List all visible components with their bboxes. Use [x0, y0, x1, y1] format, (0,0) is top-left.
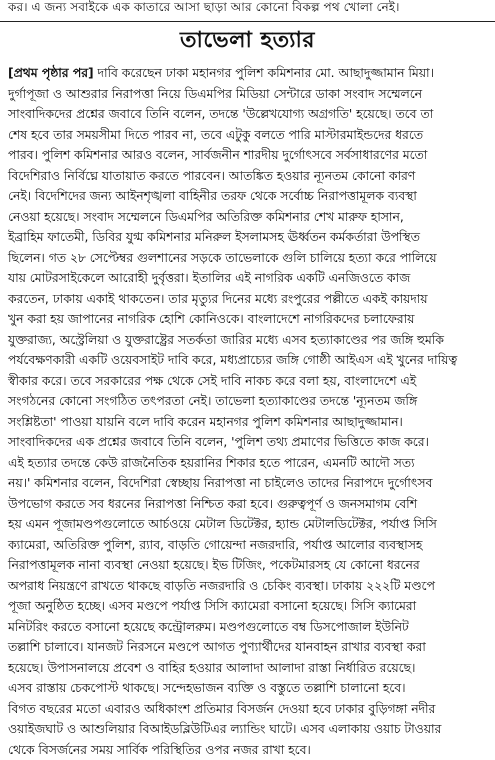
- body-line-text: হয়েছে। উপাসনালয়ে প্রবেশ ও বাহির হওয়ার আলাদা আলাদা রাস্তা নির্ধারিত রয়েছে।: [8, 661, 415, 675]
- body-line: [8, 576, 488, 597]
- body-line: [8, 699, 488, 720]
- body-line: [8, 207, 488, 228]
- continued-from-label: [প্রথম পৃষ্ঠার পর]: [8, 66, 94, 80]
- body-line-text: হয় এমন পূজামণ্ডপগুলোতে আর্চওয়ে মেটাল ডিটেক্টর, হ্যান্ড মেটালডিটেক্টর, পর্যাপ্ত সিসি: [8, 517, 437, 531]
- body-line-text: তল্লাশি চালাবে। যানজট নিরসনে মণ্ডপে আগত পুণ্যার্থীদের যানবাহন রাখার ব্যবস্থা করা: [8, 640, 426, 654]
- body-line: [8, 84, 488, 105]
- body-line-text: যায় মোটরসাইকেলে আরোহী দুর্বৃত্তরা। ইতালির এই নাগরিক একটি এনজিওতে কাজ: [8, 271, 410, 285]
- body-line-text: অপরাধ নিয়ন্ত্রণে রাখতে থাকছে বাড়তি নজরদারি ও চেকিং ব্যবস্থা। ঢাকায় ২২২টি মণ্ডপে: [8, 579, 435, 593]
- body-line-text: নিরাপত্তামূলক নানা ব্যবস্থা নেওয়া হয়েছে। ইভ টিজিং, পকেটমারসহ যে কোনো ধরনের: [8, 558, 420, 572]
- body-line-text: থেকে বিসর্জনের সময় সার্বিক পরিস্থিতির ওপর নজর রাখা হবে।: [8, 743, 311, 757]
- body-line-text: ইব্রাহিম ফাতেমী, ডিবির যুগ্ম কমিশনার মনিরুল ইসলামসহ ঊর্ধ্বতন কর্মকর্তারা উপস্থিত: [8, 230, 420, 244]
- body-line: [8, 186, 488, 207]
- body-line: [8, 104, 488, 125]
- body-line: [8, 309, 488, 330]
- body-line-text: উপভোগ করতে সব ধরনের নিরাপত্তা নিশ্চিত করা হবে। গুরুত্বপূর্ণ ও জনসমাগম বেশি: [8, 497, 417, 511]
- body-line-text: সাংবাদিকদের প্রশ্নের জবাবে তিনি বলেন, তদন্তে 'উল্লেখযোগ্য অগ্রগতি' হয়েছে। তবে তা: [8, 107, 433, 121]
- body-line: [8, 371, 488, 392]
- body-line: [8, 637, 488, 658]
- body-line-text: এসব রাস্তায় চেকপোস্ট থাকছে। সন্দেহভাজন ব্যক্তি ও বস্তুতে তল্লাশি চালানো হবে।: [8, 681, 406, 695]
- article-headline: তাভেলা হত্যার: [0, 23, 495, 59]
- body-line: [8, 453, 488, 474]
- body-line: [8, 596, 488, 617]
- body-line-text: পারব। পুলিশ কমিশনার আরও বলেন, সার্বজনীন শারদীয় দুর্গোৎসবে সর্বসাধারণের মতো: [8, 148, 427, 162]
- body-line: [8, 350, 488, 371]
- body-line-text: ছিলেন। গত ২৮ সেপ্টেম্বর গুলশানের সড়কে তাভেলাকে গুলি চালিয়ে হত্যা করে পালিয়ে: [8, 251, 436, 265]
- body-line: [8, 658, 488, 679]
- body-line: [8, 330, 488, 351]
- article-body: [8, 63, 488, 633]
- body-line-text: ক্যামেরা, অতিরিক্ত পুলিশ, র‌্যাব, বাড়তি গোয়েন্দা নজরদারি, পর্যাপ্ত আলোর ব্যবস্থাসহ: [8, 538, 422, 552]
- body-line-text: নয়।' কমিশনার বলেন, বিদেশিরা স্বেচ্ছায় নিরাপত্তা না চাইলেও তাদের নিরাপদে দুর্গোৎসব: [8, 476, 432, 490]
- body-line: [8, 248, 488, 269]
- body-line-text: সংশ্লিষ্টতা' পাওয়া যায়নি বলে দাবি করেন মহানগর পুলিশ কমিশনার আছাদুজ্জামান।: [8, 415, 403, 429]
- body-line: [8, 494, 488, 515]
- body-line-text: নেওয়া হয়েছে। সংবাদ সম্মেলনে ডিএমপির অতিরিক্ত কমিশনার শেখ মারুফ হাসান,: [8, 210, 404, 224]
- body-line: [8, 740, 488, 760]
- body-line-text: পর্যবেক্ষণকারী একটি ওয়েবসাইট দাবি করে, মধ্যপ্রাচ্যের জঙ্গি গোষ্ঠী আইএস এই খুনের দায়িত্ব: [8, 353, 457, 367]
- body-line: [8, 412, 488, 433]
- body-line-text: খুন করা হয় জাপানের নাগরিক হোশি কোনিওকে। বাংলাদেশে নাগরিকদের চলাফেরায়: [8, 312, 414, 326]
- body-line: [8, 166, 488, 187]
- body-line-text: বিদেশিরাও নির্বিঘ্নে যাতায়াত করতে পারবেন। আতঙ্কিত হওয়ার ন্যূনতম কোনো কারণ: [8, 169, 415, 183]
- body-line-text: স্বীকার করে। তবে সরকারের পক্ষ থেকে সেই দাবি নাকচ করে বলা হয়, বাংলাদেশে এই: [8, 374, 416, 388]
- body-line-text: যুক্তরাজ্য, অস্ট্রেলিয়া ও যুক্তরাষ্ট্রের সতর্কতা জারির মধ্যে এসব হত্যাকাণ্ডের পর জঙ্গি হুমকি: [8, 333, 444, 347]
- body-line: [8, 432, 488, 453]
- body-line: [8, 289, 488, 310]
- body-line-text: মনিটরিং করতে বসানো হয়েছে কন্ট্রোলরুম। মণ্ডপগুলোতে বম্ব ডিসপোজাল ইউনিট: [8, 620, 409, 634]
- body-line: [8, 145, 488, 166]
- body-line: [8, 473, 488, 494]
- body-line-text: পূজা অনুষ্ঠিত হচ্ছে। এসব মণ্ডপে পর্যাপ্ত সিসি ক্যামেরা বসানো হয়েছে। সিসি ক্যামেরা: [8, 599, 416, 613]
- body-line-text: এই হত্যার তদন্তে কেউ রাজনৈতিক হয়রানির শিকার হতে পারেন, এমনটি আদৌ সত্য: [8, 456, 415, 470]
- divider: [0, 21, 495, 22]
- body-line-text: বিগত বছরের মতো এবারও অধিকাংশ প্রতিমার বিসর্জন দেওয়া হবে ঢাকার বুড়িগঙ্গা নদীর: [8, 702, 435, 716]
- body-line-text: দাবি করেছেন ঢাকা মহানগর পুলিশ কমিশনার মো. আছাদুজ্জামান মিয়া।: [94, 66, 434, 80]
- body-line-text: ওয়াইজঘাট ও আশুলিয়ার বিআইডব্লিউটিএর ল্যান্ডিং ঘাটে। এসব এলাকায় ওয়াচ টাওয়ার: [8, 722, 441, 736]
- body-line: [8, 514, 488, 535]
- body-line: [8, 227, 488, 248]
- body-line-text: দুর্গাপূজা ও আশুরার নিরাপত্তা নিয়ে ডিএমপির মিডিয়া সেন্টারে ডাকা সংবাদ সম্মেলনে: [8, 87, 422, 101]
- body-line: [8, 63, 488, 84]
- body-line-text: সংগঠনের কোনো সংগঠিত তৎপরতা নেই। তাভেলা হত্যাকাণ্ডের তদন্তে 'ন্যূনতম জঙ্গি: [8, 394, 417, 408]
- body-line: [8, 125, 488, 146]
- body-line-text: করতেন, ঢাকায় একাই থাকতেন। তার মৃত্যুর দিনের মধ্যে রংপুরের পল্লীতে একই কায়দায়: [8, 292, 428, 306]
- previous-article-tail: কর। এ জন্য সবাইকে এক কাতারে আসা ছাড়া আর কোনো বিকল্প পথ খোলা নেই।: [8, 0, 488, 18]
- body-line: [8, 555, 488, 576]
- body-line: [8, 617, 488, 638]
- body-line-text: সাংবাদিকদের এক প্রশ্নের জবাবে তিনি বলেন, 'পুলিশ তথ্য প্রমাণের ভিত্তিতে কাজ করে।: [8, 435, 429, 449]
- body-line: [8, 391, 488, 412]
- body-line: [8, 678, 488, 699]
- body-line: [8, 535, 488, 556]
- body-line-text: শেষ হবে তার সময়সীমা দিতে পারব না, তবে এটুকু বলতে পারি মাস্টারমাইন্ডদের ধরতে: [8, 128, 423, 142]
- body-line: [8, 268, 488, 289]
- body-line: [8, 719, 488, 740]
- body-line-text: নেই। বিদেশিদের জন্য আইনশৃঙ্খলা বাহিনীর তরফ থেকে সর্বোচ্চ নিরাপত্তামূলক ব্যবস্থা: [8, 189, 417, 203]
